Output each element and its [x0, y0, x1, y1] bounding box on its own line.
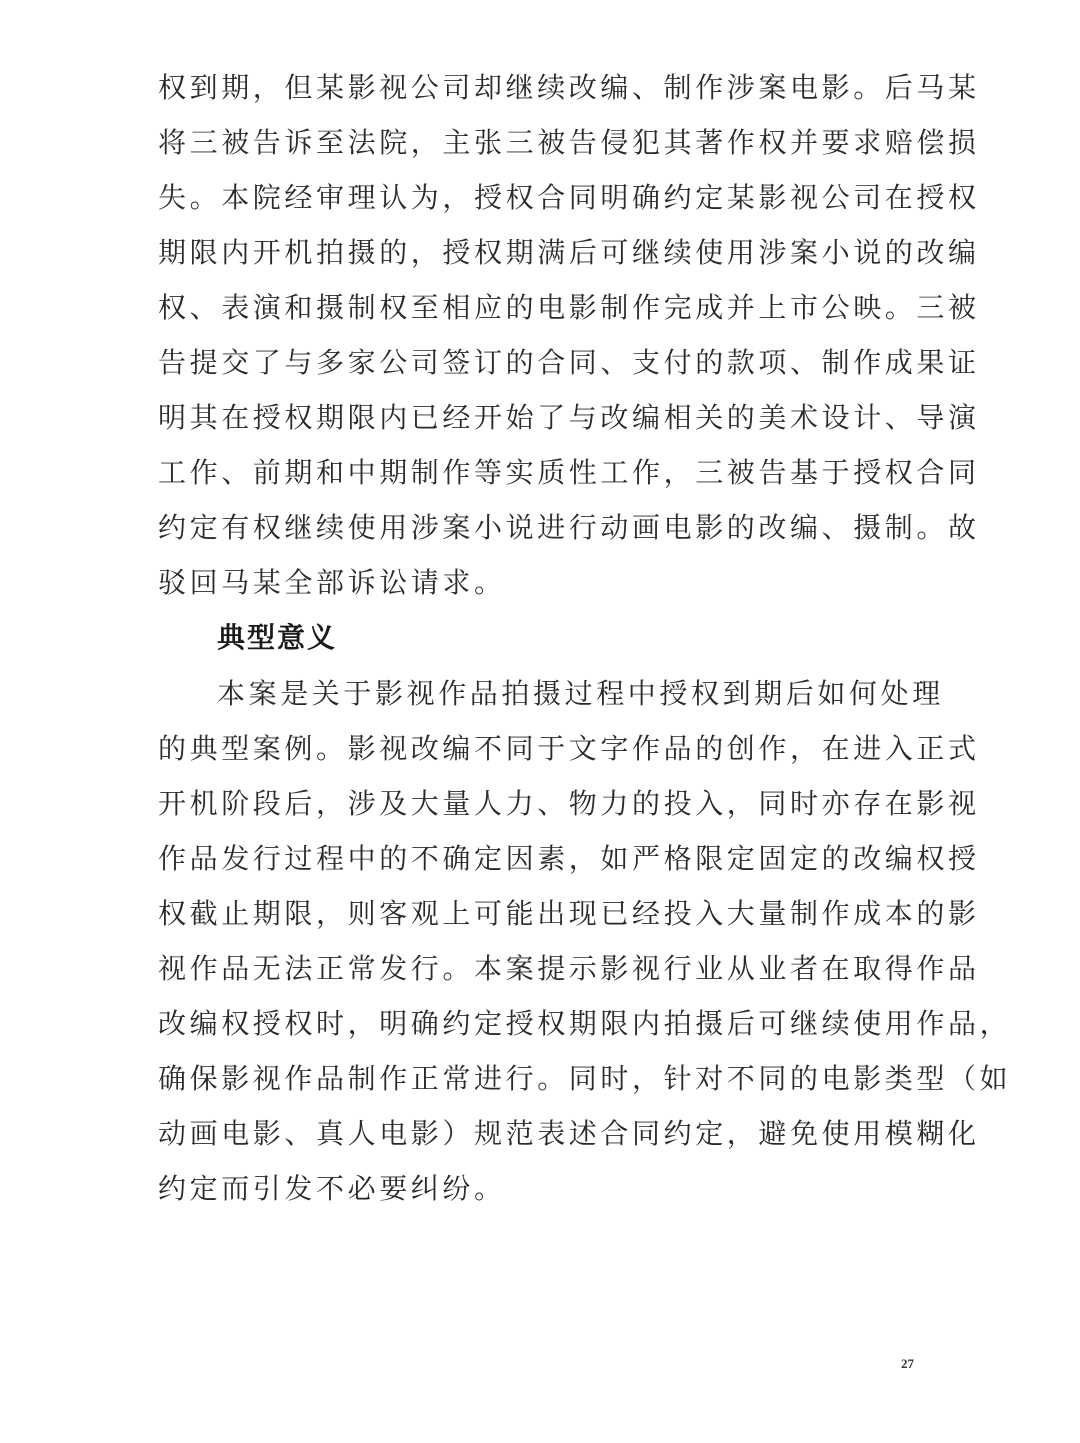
text-line: 作品发行过程中的不确定因素，如严格限定固定的改编权授 [158, 842, 980, 875]
text-line: 改编权授权时，明确约定授权期限内拍摄后可继续使用作品， [158, 1007, 1012, 1040]
text-line: 权、表演和摄制权至相应的电影制作完成并上市公映。三被 [158, 291, 980, 324]
text-line: 驳回马某全部诉讼请求。 [158, 566, 506, 599]
text-line: 将三被告诉至法院，主张三被告侵犯其著作权并要求赔偿损 [158, 126, 980, 159]
text-line: 确保影视作品制作正常进行。同时，针对不同的电影类型（如 [158, 1062, 1012, 1095]
text-line: 期限内开机拍摄的，授权期满后可继续使用涉案小说的改编 [158, 236, 980, 269]
section-heading: 典型意义 [217, 621, 338, 654]
text-line: 失。本院经审理认为，授权合同明确约定某影视公司在授权 [158, 181, 980, 214]
page-number: 27 [901, 1356, 914, 1371]
text-line: 本案是关于影视作品拍摄过程中授权到期后如何处理 [217, 677, 944, 710]
text-line: 明其在授权期限内已经开始了与改编相关的美术设计、导演 [158, 401, 980, 434]
text-line: 工作、前期和中期制作等实质性工作，三被告基于授权合同 [158, 456, 980, 489]
text-line: 权到期，但某影视公司却继续改编、制作涉案电影。后马某 [158, 71, 980, 104]
text-line: 约定而引发不必要纠纷。 [158, 1172, 506, 1205]
text-line: 视作品无法正常发行。本案提示影视行业从业者在取得作品 [158, 952, 980, 985]
text-line: 权截止期限，则客观上可能出现已经投入大量制作成本的影 [158, 897, 980, 930]
text-line: 约定有权继续使用涉案小说进行动画电影的改编、摄制。故 [158, 511, 980, 544]
text-line: 告提交了与多家公司签订的合同、支付的款项、制作成果证 [158, 346, 980, 379]
text-line: 动画电影、真人电影）规范表述合同约定，避免使用模糊化 [158, 1117, 980, 1150]
text-line: 的典型案例。影视改编不同于文字作品的创作，在进入正式 [158, 732, 980, 765]
text-line: 开机阶段后，涉及大量人力、物力的投入，同时亦存在影视 [158, 787, 980, 820]
